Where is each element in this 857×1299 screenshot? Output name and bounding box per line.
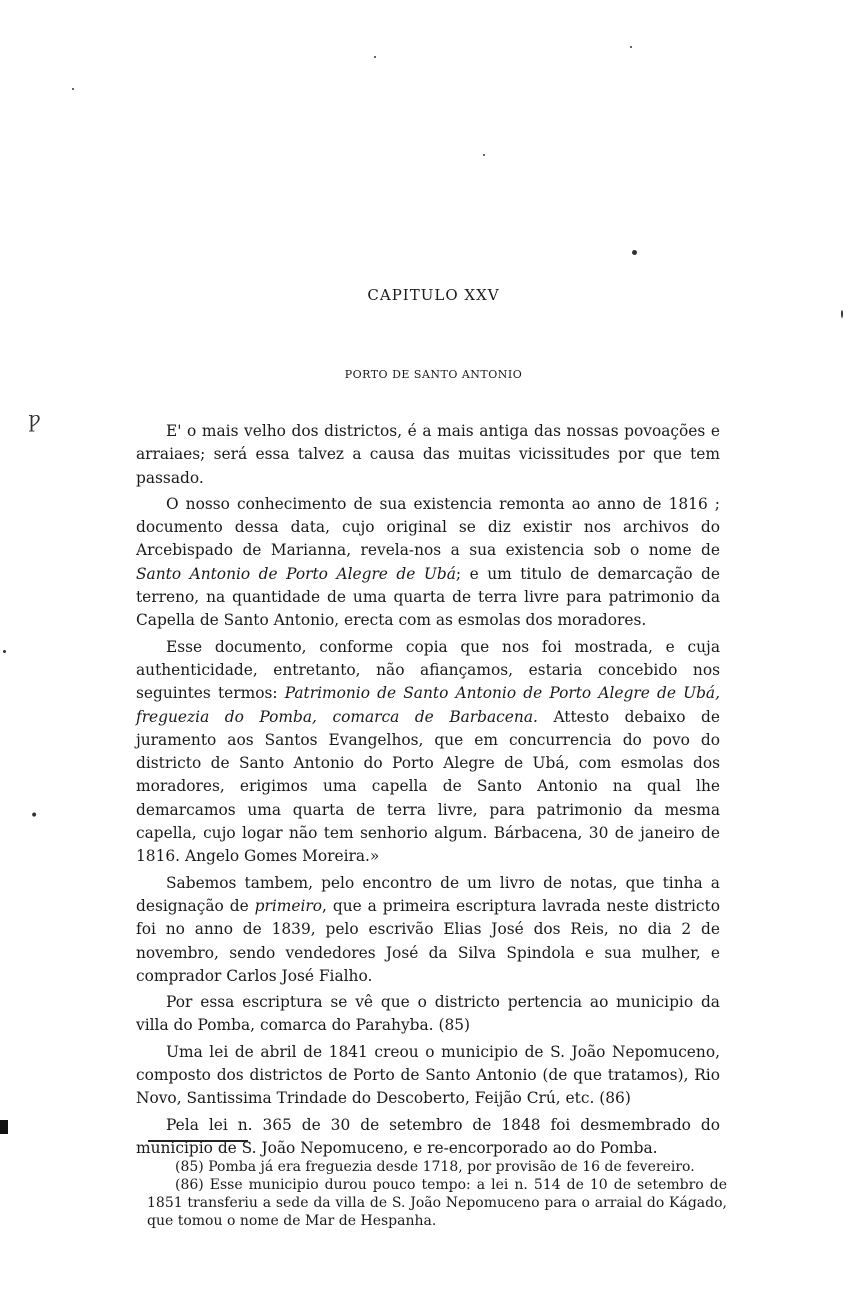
footnote: (85) Pomba já era freguezia desde 1718, por provisão de 16 de fevereiro. (175, 1159, 695, 1175)
text-run: ; e um titulo de demarcação de terreno, na quantidade de uma quarta de terra livre para patrimonio da Capella de Santo Antonio, erecta com as esmolas dos moradores. (136, 564, 720, 630)
scan-speck (374, 56, 376, 58)
body-text (136, 420, 720, 1163)
text-run: Esse documento, conforme copia que nos foi mostrada, e cuja authenticidade, entretanto, não afiançamos, estaria concebido nos seguintes termos: (136, 637, 720, 703)
scan-speck (72, 88, 74, 90)
paragraph (136, 493, 720, 633)
scan-edge-mark (0, 1120, 8, 1134)
text-run: Sabemos tambem, pelo encontro de um livro de notas, que tinha a designação de (136, 873, 720, 915)
footnote: (86) Esse municipio durou pouco tempo: a lei n. 514 de 10 de setembro de 1851 transferiu a sede da villa de S. João Nepomuceno para o arraial do Kágado, que tomou o nome de Mar de Hespanha. (147, 1177, 727, 1229)
text-run: Uma lei de abril de 1841 creou o municipio de S. João Nepomuceno, composto dos districtos de Porto de Santo Antonio (de que tratamos), Rio Novo, Santissima Trindade do Descoberto, Feijão Crú, etc. (86) (136, 1042, 720, 1108)
paragraph (136, 636, 720, 869)
italic-run: Patrimonio de Santo Antonio de Porto Alegre de Ubá, freguezia do Pomba, comarca de Barbacena. (136, 684, 720, 726)
paragraph (136, 1041, 720, 1111)
paragraph (136, 1114, 720, 1161)
text-run: E' o mais velho dos districtos, é a mais antiga das nossas povoações e arraiaes; será essa talvez a causa das muitas vicissitudes por que tem passado. (136, 422, 720, 487)
scan-speck (483, 154, 485, 156)
text-run: , que a primeira escriptura lavrada neste districto foi no anno de 1839, pelo escrivão Elias José dos Reis, no dia 2 de novembro, sendo vendedores José da Silva Spindola e sua mulher, e comprador Carlos José Fialho. (136, 896, 720, 985)
scan-speck (630, 46, 632, 48)
scan-speck (632, 250, 637, 255)
footnotes (147, 1158, 727, 1230)
text-run: O nosso conhecimento de sua existencia remonta ao anno de 1816 ; documento dessa data, cujo original se diz existir nos archivos do Arcebispado de Marianna, revela-nos a sua existencia sob o nome de (136, 494, 720, 560)
italic-run: Santo Antonio de Porto Alegre de Ubá (136, 564, 456, 583)
text-run: Por essa escriptura se vê que o districto pertencia ao municipio da villa do Pomba, comarca do Parahyba. (85) (136, 993, 720, 1035)
footnote-divider (148, 1140, 248, 1142)
paragraph (136, 872, 720, 988)
margin-mark-icon: • (30, 808, 39, 824)
text-run: Pela lei n. 365 de 30 de setembro de 1848 foi desmembrado do municipio de S. João Nepomuceno, e re-encorporado ao do Pomba. (136, 1115, 720, 1157)
scan-speck (841, 310, 843, 318)
margin-mark-icon: Ƿ (28, 412, 41, 433)
chapter-title: CAPITULO XXV (367, 286, 500, 304)
section-title: PORTO DE SANTO ANTONIO (344, 368, 523, 381)
scan-speck (3, 650, 6, 653)
paragraph (136, 991, 720, 1038)
text-run: Attesto debaixo de juramento aos Santos Evangelhos, que em concurrencia do povo do districto de Santo Antonio do Porto Alegre de Ubá, com esmolas dos moradores, erigimos uma capella de Santo Antonio na qual lhe demarcamos uma quarta de terra livre, para patrimonio da mesma capella, cujo logar não tem senhorio algum. Bárbacena, 30 de janeiro de 1816. Angelo Gomes Moreira.» (136, 707, 720, 866)
paragraph (136, 420, 720, 490)
italic-run: primeiro (254, 896, 323, 915)
